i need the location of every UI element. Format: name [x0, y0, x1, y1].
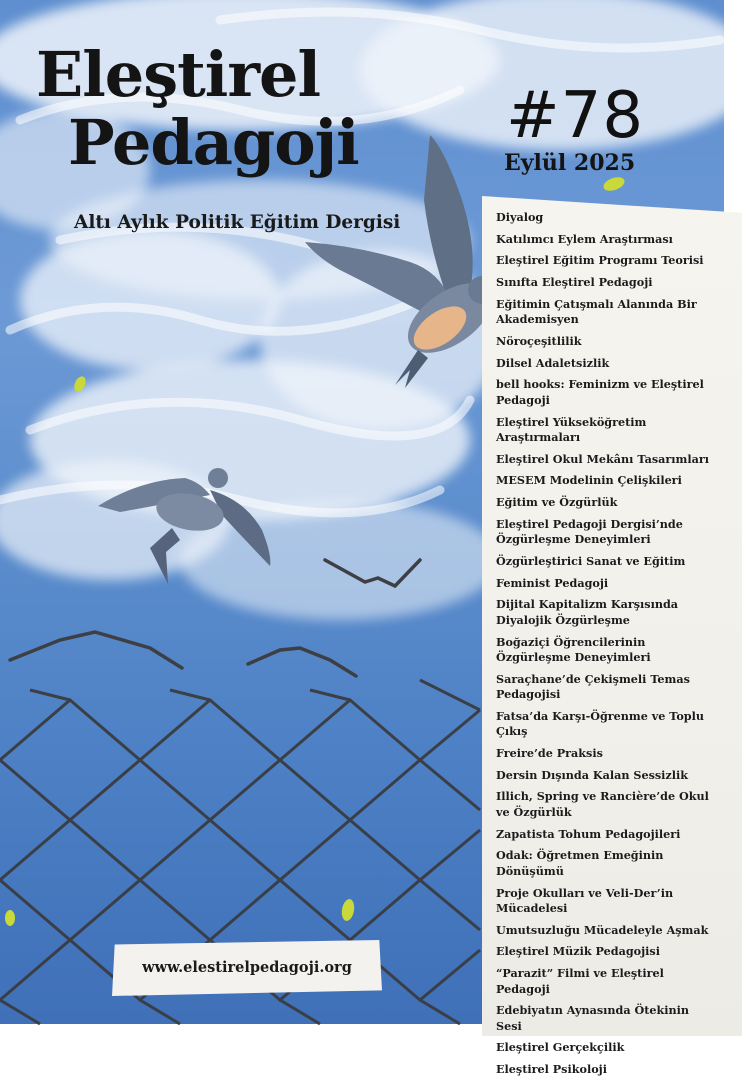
toc-item: Katılımcı Eylem Araştırması	[496, 231, 673, 246]
toc-item: Fatsa’da Karşı-Öğrenme ve Toplu Çıkış	[496, 708, 704, 739]
toc-item: Zapatista Tohum Pedagojileri	[496, 826, 681, 841]
toc-item: Diyalog	[496, 210, 544, 224]
toc-item: Umutsuzluğu Mücadeleyle Aşmak	[496, 922, 709, 937]
toc-item: Eleştirel Pedagoji Dergisi’nde Özgürleşme Deneyimleri	[496, 516, 683, 547]
toc-item: Freire’de Praksis	[496, 746, 603, 761]
toc-item: Eleştirel Okul Mekânı Tasarımları	[496, 451, 709, 466]
toc-item: Dijital Kapitalizm Karşısında Diyalojik Özgürleşme	[496, 597, 679, 627]
toc-item: Eleştirel Psikoloji	[496, 1062, 607, 1077]
issue-number: #78	[506, 79, 645, 153]
toc-item: Eleştirel Eğitim Programı Teorisi	[496, 253, 704, 268]
toc-item: Özgürleştirici Sanat ve Eğitim	[496, 553, 686, 568]
toc-item: Proje Okulları ve Veli-Der’in Mücadelesi	[496, 885, 674, 915]
toc-item: “Parazit” Filmi ve Eleştirel Pedagoji	[496, 966, 664, 996]
toc-item: Odak: Öğretmen Emeğinin Dönüşümü	[496, 848, 664, 878]
toc-item: Dersin Dışında Kalan Sessizlik	[496, 767, 689, 782]
toc-item: bell hooks: Feminizm ve Eleştirel Pedagoji	[496, 377, 704, 407]
magazine-title	[36, 38, 359, 179]
toc-item: Boğaziçi Öğrencilerinin Özgürleşme Deneyimleri	[496, 634, 651, 664]
toc-item: Illich, Spring ve Rancière’de Okul ve Özgürlük	[496, 789, 709, 819]
toc-item: Feminist Pedagoji	[496, 575, 609, 590]
toc-item: Dilsel Adaletsizlik	[496, 355, 610, 370]
toc-item: Edebiyatın Aynasında Ötekinin Sesi	[496, 1003, 690, 1033]
toc-item: Nöroçeşitlilik	[496, 333, 582, 348]
website-url[interactable]: www.elestirelpedagoji.org	[142, 959, 352, 976]
title-line-2: Pedagoji	[68, 106, 359, 179]
issue-date: Eylül 2025	[504, 150, 636, 176]
table-of-contents	[496, 210, 718, 1084]
toc-item: Eleştirel Gerçekçilik	[496, 1040, 625, 1055]
toc-item: Eğitimin Çatışmalı Alanında Bir Akademisyen	[496, 296, 697, 327]
toc-item: Saraçhane’de Çekişmeli Temas Pedagojisi	[496, 671, 690, 702]
title-line-1: Eleştirel	[36, 38, 321, 111]
toc-item: Sınıfta Eleştirel Pedagoji	[496, 275, 653, 290]
toc-item: Eğitim ve Özgürlük	[496, 495, 618, 510]
magazine-subtitle: Altı Aylık Politik Eğitim Dergisi	[74, 212, 401, 233]
toc-item: Eleştirel Yükseköğretim Araştırmaları	[496, 414, 647, 444]
toc-item: MESEM Modelinin Çelişkileri	[496, 473, 682, 488]
toc-item: Eleştirel Müzik Pedagojisi	[496, 944, 660, 959]
